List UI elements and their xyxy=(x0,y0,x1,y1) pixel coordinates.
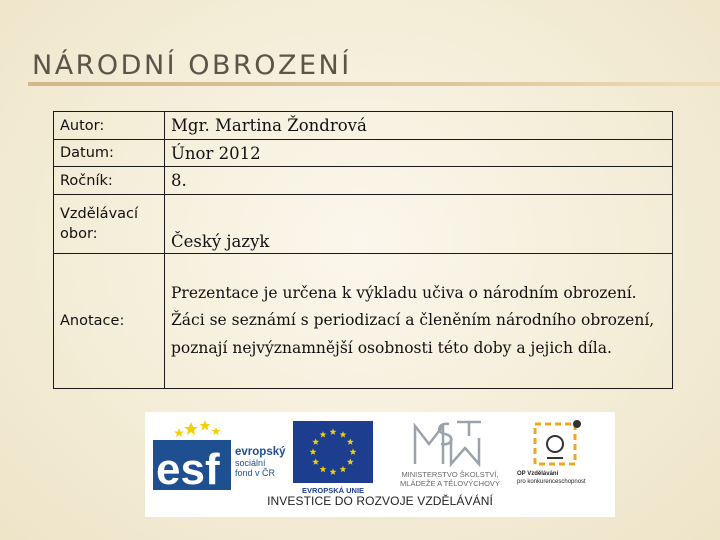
table-row xyxy=(54,254,673,389)
op-line1: OP Vzdělávání xyxy=(517,471,559,477)
msmt-caption xyxy=(385,470,515,488)
op-logo-icon xyxy=(527,418,587,470)
svg-text:esf: esf xyxy=(156,445,220,492)
op-caption xyxy=(517,470,609,486)
table-row xyxy=(54,140,673,167)
esf-line1: evropský xyxy=(235,446,286,458)
slide-title: NÁRODNÍ OBROZENÍ xyxy=(32,50,352,81)
msmt-logo-icon xyxy=(385,418,503,470)
label-subject: Vzdělávací obor: xyxy=(54,195,165,254)
value-grade: 8. xyxy=(165,167,673,195)
label-grade: Ročník: xyxy=(54,167,165,195)
label-date: Datum: xyxy=(54,140,165,167)
op-line2: pro konkurenceschopnost xyxy=(517,479,586,485)
msmt-logo xyxy=(385,418,503,494)
op-logo xyxy=(513,418,609,498)
msmt-line2: MLÁDEŽE A TĚLOVÝCHOVY xyxy=(400,479,500,488)
msmt-line1: MINISTERSTVO ŠKOLSTVÍ, xyxy=(401,470,499,479)
value-annotation: Prezentace je určena k výkladu učiva o národním obrození. Žáci se seznámí s periodizací a členěním národního obrození, poznají nejvýznamnější osobnosti této doby a jejich díla. xyxy=(165,254,673,389)
investment-banner: INVESTICE DO ROZVOJE VZDĚLÁVÁNÍ xyxy=(267,494,493,508)
eu-caption: EVROPSKÁ UNIE xyxy=(301,486,365,495)
table-row xyxy=(54,112,673,140)
table-row xyxy=(54,167,673,195)
esf-line3: fond v ČR xyxy=(235,468,276,478)
value-author: Mgr. Martina Žondrová xyxy=(165,112,673,140)
esf-logo-icon xyxy=(153,418,235,492)
funding-logos xyxy=(145,412,615,517)
value-subject: Český jazyk xyxy=(165,195,673,254)
value-date: Únor 2012 xyxy=(165,140,673,167)
title-underline xyxy=(28,82,720,86)
eu-logo xyxy=(293,421,373,495)
info-table xyxy=(53,111,673,389)
eu-flag-icon xyxy=(293,421,373,483)
label-annotation: Anotace: xyxy=(54,254,165,389)
esf-text xyxy=(235,446,286,478)
table-row xyxy=(54,195,673,254)
label-author: Autor: xyxy=(54,112,165,140)
esf-line2: sociální xyxy=(235,458,266,468)
esf-logo xyxy=(153,418,288,492)
